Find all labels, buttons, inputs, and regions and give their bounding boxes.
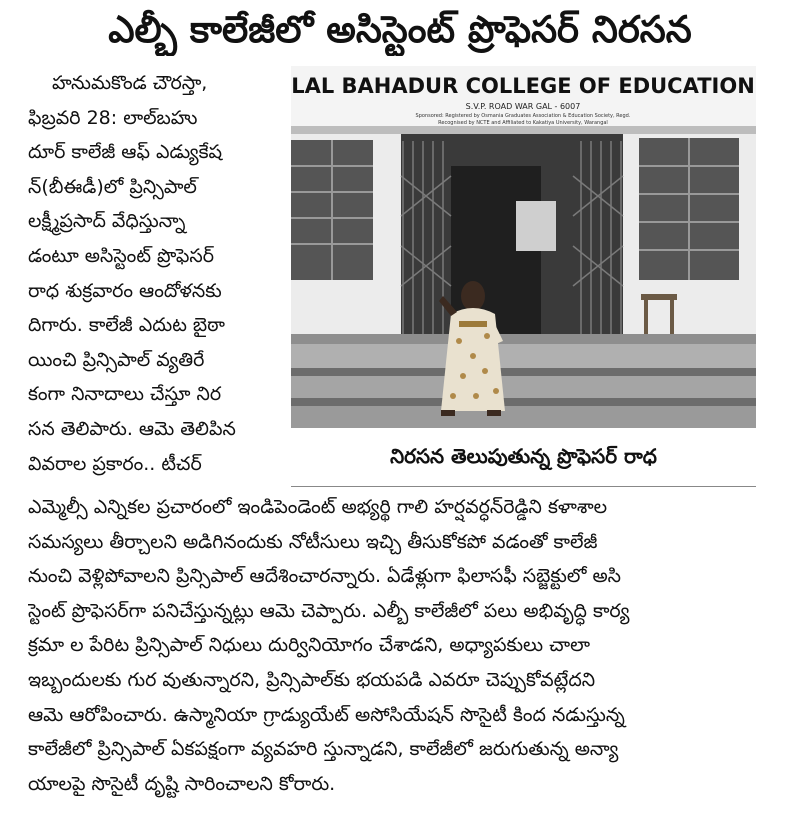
article-column: [28, 66, 278, 481]
sign-address: S.V.P. ROAD WAR GAL - 6007: [465, 102, 581, 111]
headline: ఎల్బీ కాలేజీలో అసిస్టెంట్ ప్రొఫెసర్ నిరసన: [108, 8, 692, 51]
article-line: యించి ప్రిన్సిపాల్ వ్యతిరే: [28, 348, 205, 371]
article-line: ఫిబ్రవరి 28: లాల్‌బహు: [28, 106, 198, 129]
article-line: రాధ శుక్రవారం ఆందోళనకు: [28, 279, 222, 302]
sign-small-1: Sponsored: Registered by Osmania Graduates Association & Education Society, Regd.: [415, 113, 631, 119]
sign-title: LAL BAHADUR COLLEGE OF EDUCATION: [291, 74, 755, 98]
article-line: న్(బీఈడీ)లో ప్రిన్సిపాల్: [28, 175, 197, 198]
article-line: సన తెలిపారు. ఆమె తెలిపిన: [28, 417, 236, 440]
news-photo: [291, 66, 756, 428]
article-line: స్టెంట్ ప్రొఫెసర్‌గా పనిచేస్తున్నట్లు ఆమె చెప్పారు. ఎల్బీ కాలేజీలో పలు అభివృద్ధి కార్య: [28, 599, 630, 622]
article-line: దిగారు. కాలేజీ ఎదుట బైఠా: [28, 314, 225, 337]
article-line: నుంచి వెళ్లిపోవాలని ప్రిన్సిపాల్ ఆదేశించారన్నారు. ఏడేళ్లుగా ఫిలాసఫీ సబ్జెక్టులో అసి: [28, 565, 621, 588]
photo-caption: నిరసన తెలుపుతున్న ప్రొఫెసర్ రాధ: [390, 444, 657, 468]
article-line: దూర్ కాలేజీ ఆఫ్ ఎడ్యుకేష: [28, 141, 223, 164]
caption-divider: [291, 486, 756, 487]
sign-small-2: Recognised by NCTE and Affiliated to Kakatiya University, Warangal: [438, 120, 608, 126]
article-line: కాలేజీలో ప్రిన్సిపాల్ ఏకపక్షంగా వ్యవహరి స్తున్నాడని, కాలేజీలో జరుగుతున్న అన్యా: [28, 738, 619, 761]
article-line: హనుమకొండ చౌరస్తా,: [52, 72, 208, 94]
college-building-photo: [291, 66, 756, 428]
article-line: లక్ష్మీప్రసాద్ వేధిస్తున్నా: [28, 210, 186, 233]
article-line: డంటూ అసిస్టెంట్ ప్రొఫెసర్: [28, 244, 215, 267]
article-body: [28, 490, 773, 801]
article-line: యాలపై సొసైటీ దృష్టి సారించాలని కోరారు.: [28, 772, 336, 795]
article-line: ఆమె ఆరోపించారు. ఉస్మానియా గ్రాడ్యుయేట్ అసోసియేషన్ సొసైటీ కింద నడుస్తున్న: [28, 703, 625, 726]
article-line: సమస్యలు తీర్చాలని అడిగినందుకు నోటీసులు ఇచ్చి తీసుకోకపో వడంతో కాలేజీ: [28, 530, 598, 553]
article-line: వివరాల ప్రకారం.. టీచర్: [28, 452, 202, 475]
article-line: కంగా నినాదాలు చేస్తూ నిర: [28, 383, 222, 406]
article-line: ఇబ్బందులకు గుర వుతున్నారని, ప్రిన్సిపాల్‌కు భయపడి ఎవరూ చెప్పుకోవట్లేదని: [28, 668, 596, 691]
article-line: ఎమ్మెల్సీ ఎన్నికల ప్రచారంలో ఇండిపెండెంట్ అభ్యర్థి గాలి హర్షవర్ధన్‌రెడ్డిని కళాశాల: [28, 496, 608, 518]
article-line: క్రమా ల పేరిట ప్రిన్సిపాల్ నిధులు దుర్వినియోగం చేశాడని, అధ్యాపకులు చాలా: [28, 634, 590, 657]
